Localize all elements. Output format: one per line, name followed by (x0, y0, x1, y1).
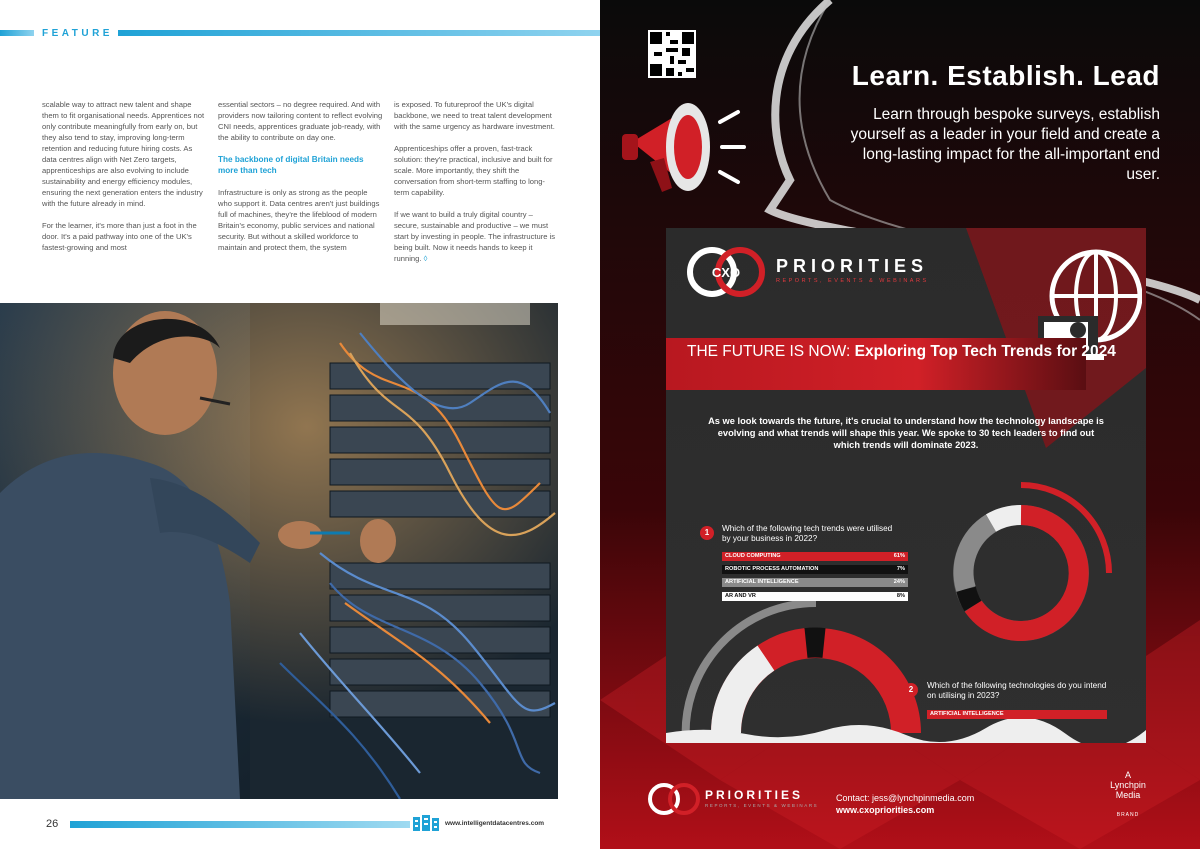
contact-email[interactable]: Contact: jess@lynchpinmedia.com (836, 793, 975, 803)
banner-title: THE FUTURE IS NOW: Exploring Top Tech Trends for 2024 (687, 343, 1116, 360)
question-number: 1 (700, 526, 714, 540)
bar-row: ARTIFICIAL INTELLIGENCE 24% (722, 578, 908, 587)
article-column-2 (218, 99, 383, 264)
bar-row: AR AND VR 8% (722, 592, 908, 601)
page-number: 26 (46, 818, 59, 830)
paragraph: If we want to build a truly digital country – secure, sustainable and productive – we must start by investing in people. The infrastructure is being built. Now it needs hands to keep it running. ◊ (394, 210, 556, 263)
server-rack-illustration (0, 303, 558, 799)
subheading: The backbone of digital Britain needs more than tech (218, 155, 364, 175)
question-1-text: Which of the following tech trends were utilised by your business in 2022? (722, 524, 893, 543)
headline: Learn. Establish. Lead (851, 60, 1160, 91)
footer-logo-text: PRIORITIES (705, 788, 804, 802)
infographic-card[interactable] (666, 228, 1146, 743)
logo-subtitle: REPORTS, EVENTS & WEBINARS (776, 278, 929, 284)
end-mark: ◊ (423, 254, 428, 263)
paragraph: For the learner, it's more than just a foot in the door. It's a paid pathway into one of the UK's fastest-growing and most (42, 221, 197, 252)
right-page (600, 0, 1200, 849)
question-2-text: Which of the following technologies do you intend on utilising in 2023? (927, 681, 1107, 700)
footer-stripe (70, 821, 410, 828)
bar-row: CLOUD COMPUTING 61% (722, 552, 908, 561)
section-label: FEATURE (38, 28, 117, 39)
website-link[interactable]: www.cxopriorities.com (836, 805, 935, 815)
qr-code[interactable] (648, 30, 696, 78)
article-column-3 (394, 99, 559, 275)
contact-block (836, 792, 974, 816)
cxo-footer-logo-icon (646, 782, 702, 816)
technician-photo (0, 303, 558, 799)
paragraph: Infrastructure is only as strong as the people who support it. Data centres aren't just buildings full of machines, they're the lifeblood of modern Britain's economy, public services and national security. But without a skilled workforce to maintain and protect them, the system (218, 188, 380, 252)
bar-row: ARTIFICIAL INTELLIGENCE (927, 710, 1107, 719)
building-icon (412, 814, 440, 832)
paragraph: scalable way to attract new talent and shape them to fit organisational needs. Apprentices not only contribute meaningfully from early on, but they also tend to stay, improving long-term retention and reducing future hiring costs. As data centres align with Net Zero targets, apprenticeships are also evolving to include sustainability and energy efficiency modules, ensuring the next generation enters the industry with the future already in mind. (42, 100, 205, 208)
article-column-1 (42, 99, 207, 264)
logo-text: PRIORITIES (776, 256, 929, 276)
bar-row: ROBOTIC PROCESS AUTOMATION 7% (722, 565, 908, 574)
megaphone-icon (622, 92, 747, 202)
question-number: 2 (904, 683, 918, 697)
footer-url[interactable]: www.intelligentdatacentres.com (445, 820, 545, 827)
paragraph: Apprenticeships offer a proven, fast-track solution: they're practical, inclusive and built for scale. More importantly, they shift the conversation from short-term staffing to long-term capability. (394, 144, 553, 197)
paragraph: is exposed. To futureproof the UK's digital backbone, we need to treat talent development with the same urgency as hardware investment. (394, 100, 555, 131)
logo-mark: CXO (711, 265, 741, 280)
paragraph: essential sectors – no degree required. And with providers now tailoring content to reflect evolving CNI needs, apprentices graduate job-ready, with the ability to contribute on day one. (218, 100, 383, 142)
lynchpin-brand: A Lynchpin Media BRAND (1110, 770, 1146, 818)
subline: Learn through bespoke surveys, establish yourself as a leader in your field and create a long-lasting impact for the all-important end user. (850, 106, 1160, 183)
cxo-logo-icon (686, 246, 766, 298)
qr-pattern (650, 32, 694, 76)
intro-text: As we look towards the future, it's crucial to understand how the technology landscape is evolving and what trends will shape this year. We spoke to 30 tech leaders to find out which trends will dominate 2023. (708, 416, 1104, 450)
footer-logo-subtitle: REPORTS, EVENTS & WEBINARS (705, 803, 819, 808)
